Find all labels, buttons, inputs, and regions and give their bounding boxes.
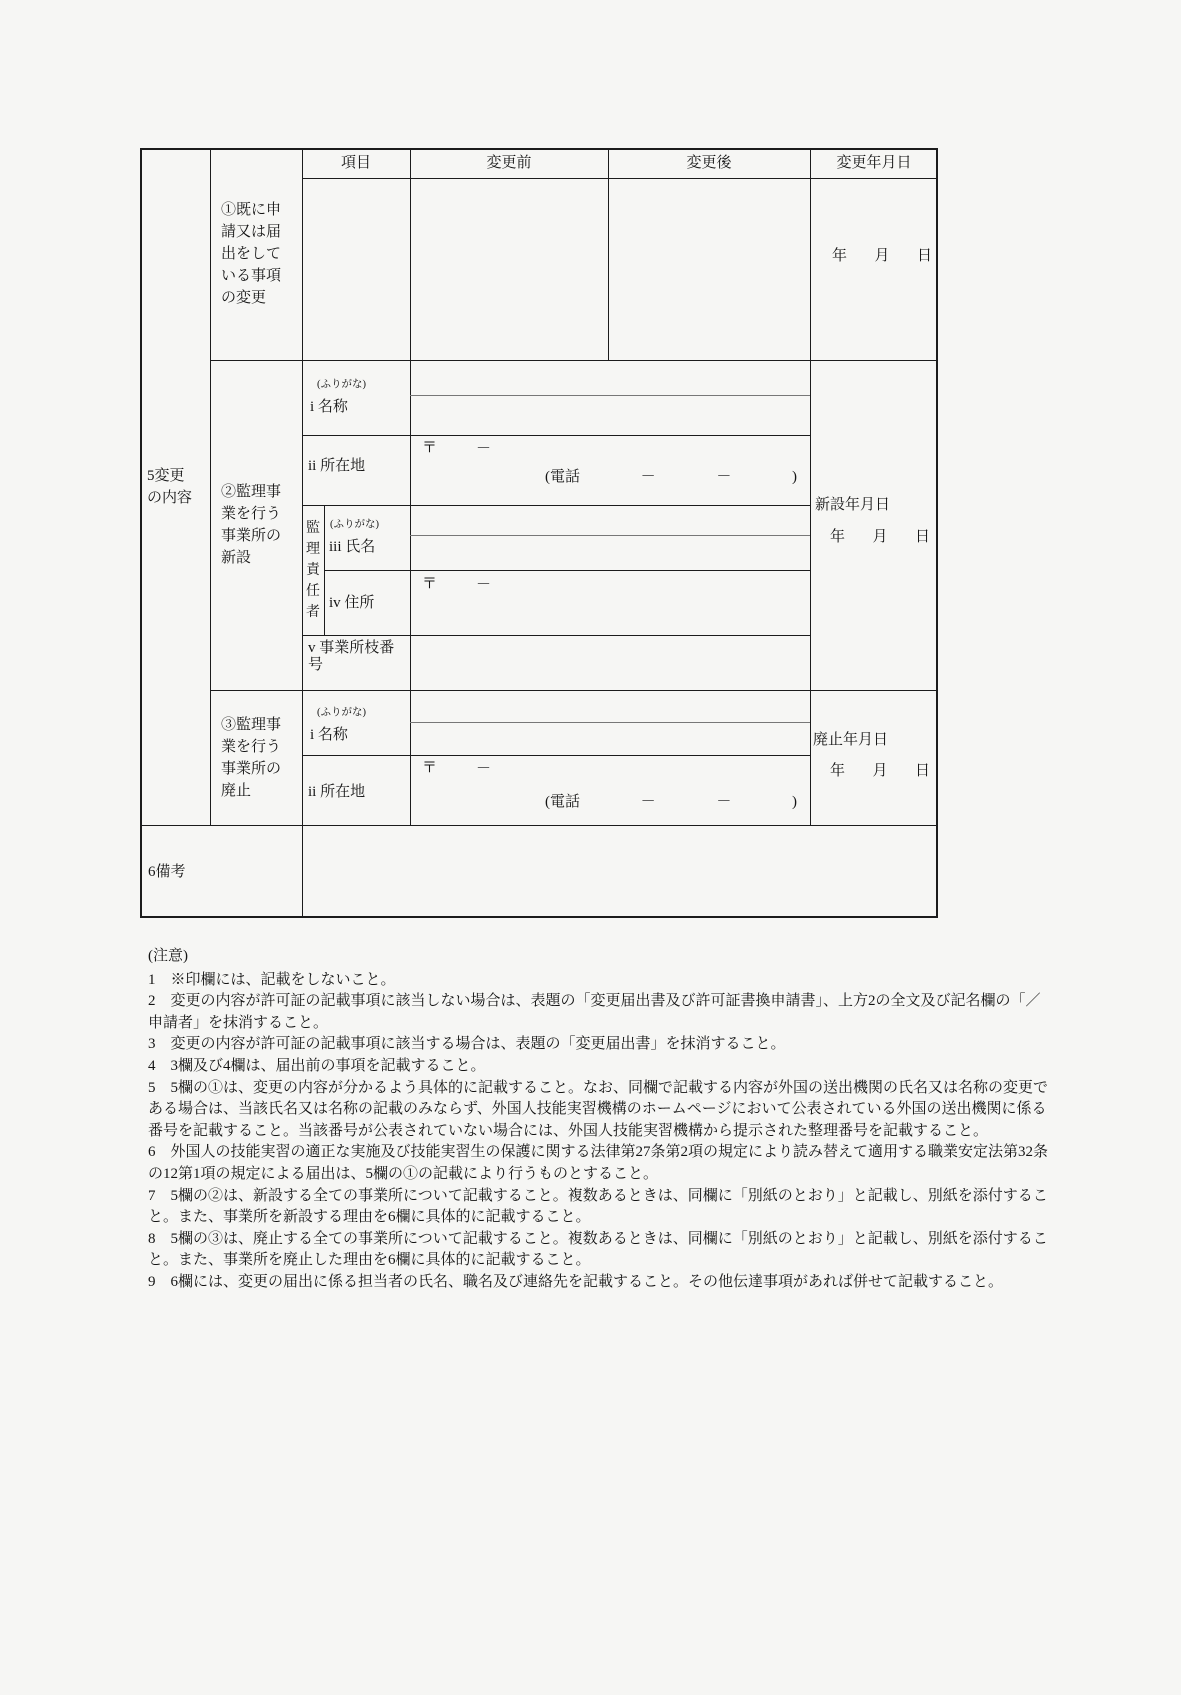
column-header-change-date: 変更年月日 [836, 155, 912, 171]
phone-label: (電話 [545, 794, 580, 810]
phone-dash: － [640, 794, 656, 810]
notes-section [148, 946, 1048, 1294]
year-label: 年 [830, 529, 846, 545]
row3-postal-mark: 〒 [422, 760, 438, 776]
row2-label: ②監理事業を行う事業所の新設 [221, 484, 282, 566]
phone-label: (電話 [545, 469, 580, 485]
note-number: 6 [148, 1144, 156, 1161]
section5-label-cell [142, 148, 208, 825]
row2-postal-mark: 〒 [422, 440, 438, 456]
note-item [148, 1078, 1048, 1143]
row2-manager-postal-mark: 〒 [422, 576, 438, 592]
phone-close-paren: ) [792, 794, 797, 810]
note-text: 変更の内容が許可証の記載事項に該当する場合は、表題の「変更届出書」を抹消すること。 [170, 1036, 786, 1053]
note-item [148, 1056, 1048, 1078]
note-number: 4 [148, 1057, 156, 1074]
row2-label-cell [210, 360, 302, 690]
row2-name-label: i 名称 [310, 399, 348, 415]
row2-branch-number-label: v 事業所枝番号 [308, 640, 395, 673]
note-text: 変更の内容が許可証の記載事項に該当しない場合は、表題の「変更届出書及び許可証書換申請書」、上方2の全文及び記名欄の「／申請者」を抹消すること。 [148, 993, 1041, 1031]
row2-manager-name-label: iii 氏名 [329, 539, 376, 555]
day-label: 日 [914, 763, 930, 779]
note-text: 5欄の②は、新設する全ての事業所について記載すること。複数あるときは、同欄に「別紙のとおり」と記載し、別紙を添付すること。また、事業所を新設する理由を6欄に具体的に記載すること。 [148, 1187, 1048, 1226]
note-item [148, 1272, 1048, 1294]
phone-close-paren: ) [792, 469, 797, 485]
grid-line [810, 148, 811, 825]
row3-name-furigana-field [410, 690, 810, 722]
note-item [148, 1142, 1048, 1185]
row2-manager-address-field [410, 570, 810, 635]
note-number: 7 [148, 1187, 156, 1204]
row2-name-furigana-label: (ふりがな) [317, 379, 366, 390]
row3-abolition-date-title: 廃止年月日 [813, 732, 889, 748]
column-header-item: 項目 [340, 155, 371, 171]
row3-postal-dash: － [476, 761, 492, 777]
month-label: 月 [872, 529, 888, 545]
row2-address-label: ii 所在地 [308, 458, 366, 474]
note-text: 5欄の③は、廃止する全ての事業所について記載すること。複数あるときは、同欄に「別紙のとおり」と記載し、別紙を添付すること。また、事業所を廃止した理由を6欄に具体的に記載すること。 [148, 1230, 1048, 1269]
row1-after-change-field [608, 178, 810, 360]
row2-branch-number-field [410, 635, 810, 690]
column-header-before-change: 変更前 [486, 155, 532, 171]
row2-phone-line [545, 467, 797, 487]
note-text: 外国人の技能実習の適正な実施及び技能実習生の保護に関する法律第27条第2項の規定により読み替えて適用する職業安定法第32条の12第1項の規定による届出は、5欄の①の記載により行うものとすること。 [148, 1144, 1049, 1182]
phone-dash: － [716, 469, 732, 485]
row1-label-cell [210, 148, 302, 360]
day-label: 日 [916, 248, 932, 264]
row2-name-field [410, 395, 810, 435]
section5-label: 5変更の内容 [147, 467, 193, 506]
note-number: 3 [148, 1036, 156, 1053]
row1-label: ①既に申請又は届出をしている事項の変更 [221, 202, 282, 306]
row3-name-furigana-label: (ふりがな) [317, 707, 366, 718]
supervising-manager-label-cell [302, 505, 324, 635]
row3-label: ③監理事業を行う事業所の廃止 [221, 716, 282, 799]
note-text: 5欄の①は、変更の内容が分かるよう具体的に記載すること。なお、同欄で記載する内容が外国の送出機関の氏名又は名称の変更である場合は、当該氏名又は名称の記載のみならず、外国人技能実習機構のホームページにおいて公表されている外国の送出機関に係る番号を記載すること。当該番号が公表されていない場合には、外国人技能実習機構から提示された整理番号を記載すること。 [148, 1079, 1049, 1139]
note-text: ※印欄には、記載をしないこと。 [170, 971, 396, 988]
row3-abolition-date [830, 761, 930, 781]
note-number: 9 [148, 1273, 156, 1290]
year-label: 年 [832, 248, 848, 264]
note-item [148, 970, 1048, 992]
phone-dash: － [716, 794, 732, 810]
row3-name-label: i 名称 [310, 727, 348, 743]
row3-address-label: ii 所在地 [308, 784, 366, 800]
note-number: 5 [148, 1079, 156, 1096]
row3-name-field [410, 722, 810, 755]
column-header-after-change: 変更後 [686, 155, 732, 171]
row2-manager-postal-dash: － [476, 577, 492, 593]
day-label: 日 [914, 529, 930, 545]
note-number: 2 [148, 993, 156, 1010]
month-label: 月 [874, 248, 890, 264]
notes-title: (注意) [148, 948, 188, 964]
row2-manager-name-furigana-label: (ふりがな) [330, 519, 379, 530]
note-number: 8 [148, 1230, 156, 1247]
supervising-manager-label: 監理責任者 [306, 520, 320, 620]
row3-address-field [410, 755, 810, 825]
row2-establishment-date-title: 新設年月日 [815, 497, 891, 513]
note-item [148, 991, 1048, 1034]
row2-postal-dash: － [476, 441, 492, 457]
row3-label-cell [210, 690, 302, 825]
row2-manager-address-label: iv 住所 [329, 595, 375, 611]
row2-manager-name-field [410, 505, 810, 570]
month-label: 月 [872, 763, 888, 779]
row3-phone-line [545, 792, 797, 812]
remarks-field [302, 825, 938, 918]
row2-name-furigana-field [410, 360, 810, 395]
row2-establishment-date [830, 527, 930, 547]
remarks-label-cell [148, 825, 288, 918]
row1-change-date [832, 246, 932, 266]
remarks-label: 6備考 [148, 863, 186, 880]
note-number: 1 [148, 971, 156, 988]
note-text: 3欄及び4欄は、届出前の事項を記載すること。 [170, 1057, 486, 1074]
phone-dash: － [640, 469, 656, 485]
note-item [148, 1186, 1048, 1229]
row1-before-change-field [410, 178, 608, 360]
note-item [148, 1034, 1048, 1056]
note-text: 6欄には、変更の届出に係る担当者の氏名、職名及び連絡先を記載すること。その他伝達事項があれば併せて記載すること。 [170, 1273, 1004, 1290]
note-item [148, 1229, 1048, 1272]
year-label: 年 [830, 763, 846, 779]
